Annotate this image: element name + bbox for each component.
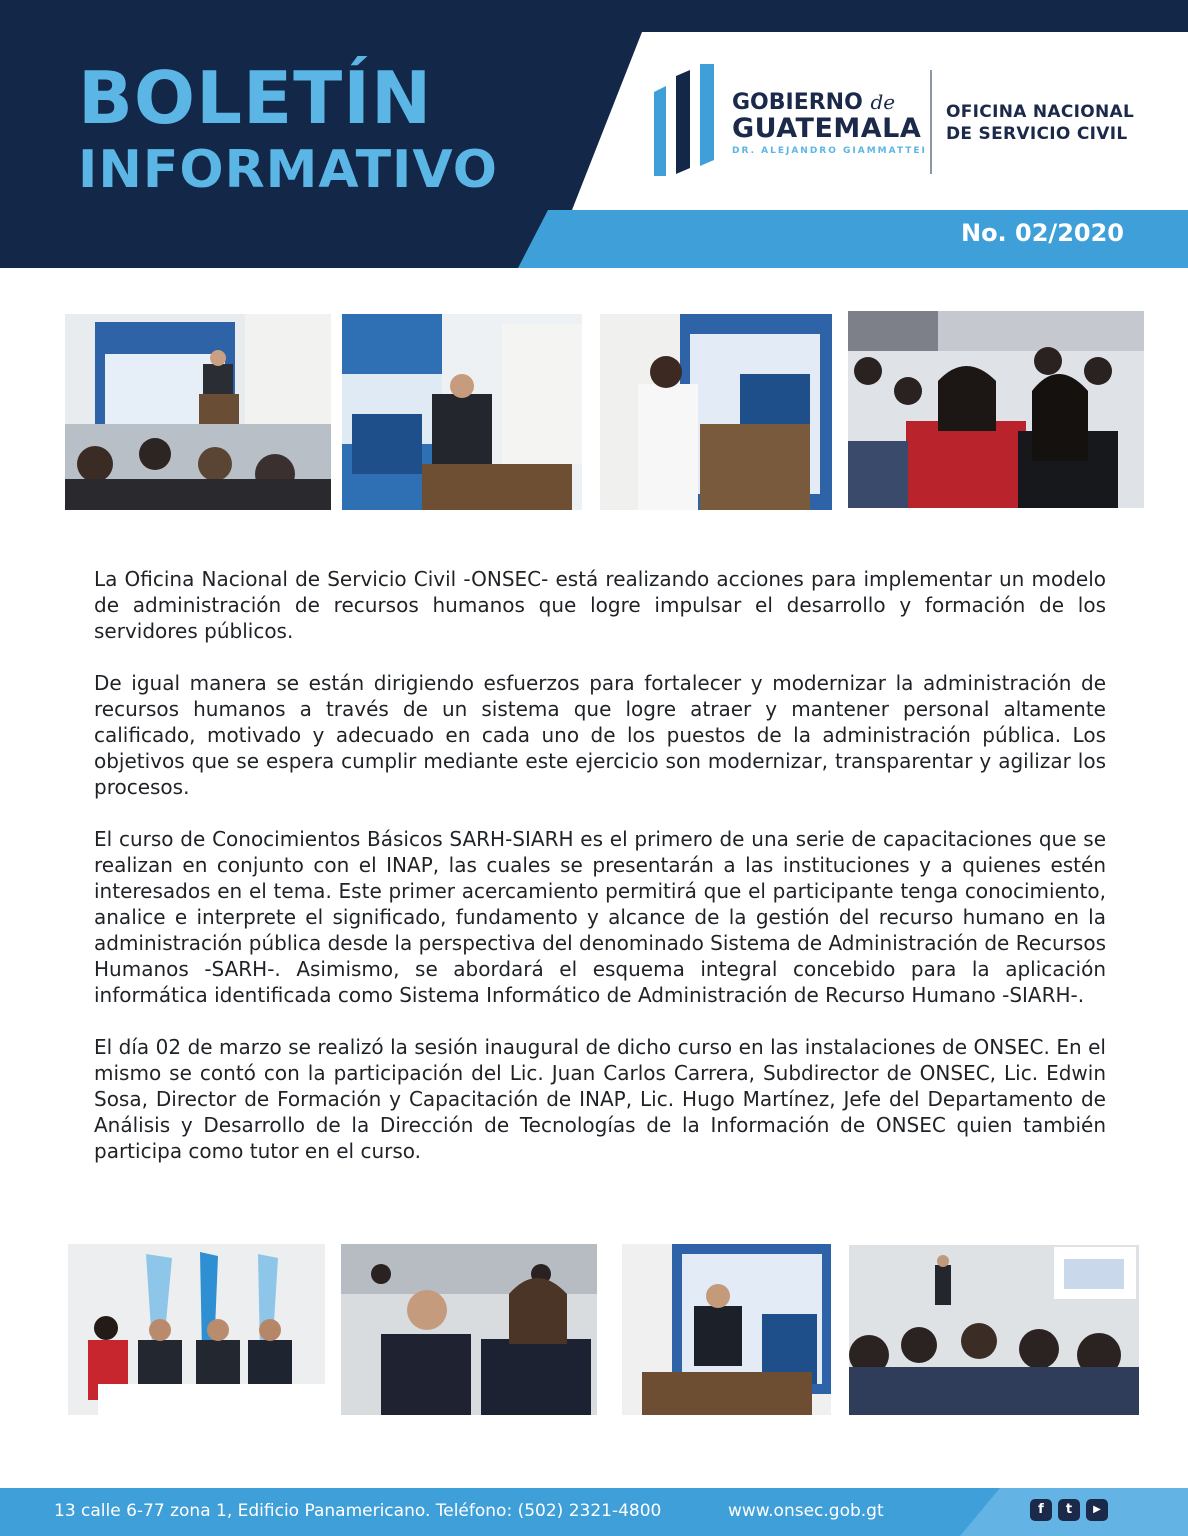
logo-gobierno: GOBIERNO de	[732, 90, 896, 115]
article-body	[94, 566, 1106, 1190]
footer-address: 13 calle 6-77 zona 1, Edificio Panamericano. Teléfono: (502) 2321-4800	[54, 1501, 662, 1521]
government-logo	[652, 64, 1152, 180]
header	[0, 0, 1188, 268]
youtube-icon[interactable]: ▶	[1086, 1499, 1108, 1521]
logo-president: DR. ALEJANDRO GIAMMATTEI	[732, 146, 927, 156]
bulletin-title: BOLETÍN	[78, 56, 433, 140]
footer-website[interactable]: www.onsec.gob.gt	[728, 1501, 884, 1521]
article-paragraph: La Oficina Nacional de Servicio Civil -ONSEC- está realizando acciones para implementar un modelo de administración de recursos humanos que logre impulsar el desarrollo y formación de los servidores públicos.	[94, 567, 1106, 643]
footer	[0, 1488, 1188, 1536]
office-name-line1: OFICINA NACIONAL	[946, 102, 1135, 122]
photo-speaker-audience	[65, 314, 331, 510]
photo-speaker-podium	[342, 314, 582, 510]
logo-bars-icon	[652, 64, 716, 176]
bulletin-subtitle: INFORMATIVO	[78, 140, 498, 200]
photo-audience-projection	[849, 1245, 1139, 1415]
logo-divider	[930, 70, 932, 174]
photo-panel-table	[68, 1244, 325, 1415]
logo-guatemala: GUATEMALA	[732, 113, 922, 144]
article-paragraph: De igual manera se están dirigiendo esfuerzos para fortalecer y modernizar la administración de recursos humanos a través de un sistema que logre atraer y mantener personal altamente calificado, motivado y adecuado en cada uno de los puestos de la administración pública. Los objetivos que se espera cumplir mediante este ejercicio son modernizar, transparentar y agilizar los procesos.	[94, 671, 1106, 799]
article-paragraph: El curso de Conocimientos Básicos SARH-SIARH es el primero de una serie de capacitaciones que se realizan en conjunto con el INAP, las cuales se presentarán a las instituciones y a quienes estén interesados en el tema. Este primer acercamiento permitirá que el participante tenga conocimiento, analice e interprete el significado, fundamento y alcance de la gestión del recurso humano en la administración pública desde la perspectiva del denominado Sistema de Administración de Recursos Humanos -SARH-. Asimismo, se abordará el esquema integral concebido para la aplicación informática identificada como Sistema Informático de Administración de Recurso Humano -SIARH-.	[94, 827, 1106, 1007]
issue-number: No. 02/2020	[960, 219, 1124, 247]
photo-speaker-podium-2	[622, 1244, 831, 1415]
photo-woman-speaker	[600, 314, 832, 510]
twitter-icon[interactable]: t	[1058, 1499, 1080, 1521]
article-paragraph: El día 02 de marzo se realizó la sesión inaugural de dicho curso en las instalaciones de ONSEC. En el mismo se contó con la participación del Lic. Juan Carlos Carrera, Subdirector de ONSEC, Lic. Edwin Sosa, Director de Formación y Capacitación de INAP, Lic. Hugo Martínez, Jefe del Departamento de Análisis y Desarrollo de la Dirección de Tecnologías de la Información de ONSEC quien también participa como tutor en el curso.	[94, 1035, 1106, 1163]
office-name-line2: DE SERVICIO CIVIL	[946, 124, 1128, 144]
facebook-icon[interactable]: f	[1030, 1499, 1052, 1521]
photo-audience-seated	[848, 311, 1144, 508]
photo-women-audience	[341, 1244, 597, 1415]
